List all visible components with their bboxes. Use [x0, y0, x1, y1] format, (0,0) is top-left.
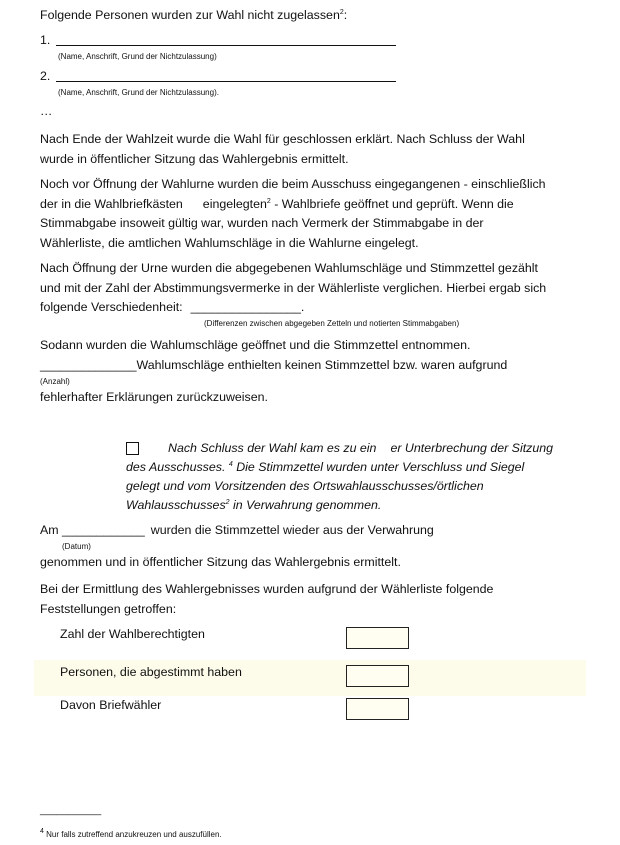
header-colon: : — [343, 8, 348, 22]
interruption-line-2 — [126, 460, 524, 474]
ellipsis: … — [40, 104, 53, 118]
text-fragment: Am — [40, 523, 59, 537]
text-fragment: eingelegten — [202, 196, 267, 211]
text-fragment: folgende Verschiedenheit: — [40, 300, 183, 314]
voted-persons-input[interactable] — [346, 665, 409, 687]
paragraph-line: Nach Ende der Wahlzeit wurde die Wahl für geschlossen erklärt. Nach Schluss der Wahl — [40, 132, 525, 146]
paragraph-envelopes — [40, 336, 600, 375]
difference-blank[interactable]: ________________. — [190, 300, 305, 314]
paragraph-line: wurde in öffentlicher Sitzung das Wahlergebnis ermittelt. — [40, 151, 349, 166]
text-fragment: in Verwahrung genommen. — [229, 498, 382, 512]
header-text: Folgende Personen wurden zur Wahl nicht zugelassen — [40, 8, 340, 22]
rejected-entry-1-line[interactable] — [56, 32, 396, 46]
interruption-checkbox[interactable] — [126, 442, 139, 455]
count-hint: (Anzahl) — [40, 377, 70, 386]
interruption-line-3: gelegt und vom Vorsitzenden des Ortswahlausschusses/örtlichen — [126, 479, 484, 493]
paragraph-line: Stimmabgabe insoweit gültig war, wurden nach Vermerk der Stimmabgabe in der — [40, 216, 484, 230]
text-fragment: Wahlumschläge enthielten keinen Stimmzettel bzw. waren aufgrund — [136, 357, 508, 372]
resume-line — [40, 523, 434, 537]
footnote-text-line — [40, 830, 222, 839]
paragraph-line: Noch vor Öffnung der Wahlurne wurden die beim Ausschuss eingegangenen - einschließlich — [40, 177, 546, 191]
paragraph-urn-opening — [40, 259, 600, 318]
text-fragment: Wahlausschusses — [126, 498, 226, 512]
paragraph-line: Nach Öffnung der Urne wurden die abgegebenen Wahlumschläge und Stimmzettel gezählt — [40, 261, 538, 275]
paragraph-line: fehlerhafter Erklärungen zurückzuweisen. — [40, 390, 268, 404]
paragraph-line-composite — [40, 356, 600, 376]
header-line — [40, 8, 347, 22]
field-label-voted-persons: Personen, die abgestimmt haben — [60, 665, 242, 679]
text-fragment: er Unterbrechung der Sitzung — [390, 441, 554, 455]
footnote-mark: 4 — [40, 828, 44, 835]
paragraph-line: Bei der Ermittlung des Wahlergebnisses wurden aufgrund der Wählerliste folgende — [40, 582, 494, 596]
footnote-mark: 2 — [225, 499, 230, 506]
paragraph-line-composite — [40, 298, 600, 318]
text-fragment: Die Stimmzettel wurden unter Verschluss und Siegel — [232, 460, 525, 474]
paragraph-election-closed — [40, 130, 600, 169]
interruption-line-1 — [168, 441, 553, 455]
difference-hint: (Differenzen zwischen abgegeben Zetteln und notierten Stimmabgaben) — [204, 319, 460, 328]
rejected-number-2: 2. — [40, 69, 51, 83]
footnote-rule: ___________ — [40, 805, 102, 816]
field-label-eligible-voters: Zahl der Wahlberechtigten — [60, 627, 205, 641]
text-fragment: - Wahlbriefe geöffnet und geprüft. Wenn die — [270, 196, 514, 211]
text-fragment: des Ausschusses. — [126, 460, 229, 474]
field-label-postal-voters: Davon Briefwähler — [60, 698, 162, 712]
footnote-mark: 2 — [266, 197, 271, 205]
eligible-voters-input[interactable] — [346, 627, 409, 649]
footnote-text: Nur falls zutreffend anzukreuzen und auszufüllen. — [43, 830, 222, 839]
header-footnote-mark: 2 — [339, 9, 344, 16]
rejected-entry-2-line[interactable] — [56, 68, 396, 82]
text-fragment: wurden die Stimmzettel wieder aus der Verwahrung — [150, 523, 434, 537]
paragraph-postal-ballots — [40, 175, 600, 253]
count-blank[interactable]: ______________ — [40, 357, 137, 372]
rejected-entry-2-hint: (Name, Anschrift, Grund der Nichtzulassung). — [58, 88, 219, 97]
paragraph-line-composite — [40, 195, 600, 215]
paragraph-line: Wählerliste, die amtlichen Wahlumschläge in die Wahlurne eingelegt. — [40, 235, 419, 250]
text-fragment: Nach Schluss der Wahl kam es zu ein — [168, 441, 377, 455]
paragraph-line: Sodann wurden die Wahlumschläge geöffnet und die Stimmzettel entnommen. — [40, 338, 471, 352]
rejected-entry-1-hint: (Name, Anschrift, Grund der Nichtzulassung) — [58, 52, 217, 61]
paragraph-line: und mit der Zahl der Abstimmungsvermerke in der Wählerliste verglichen. Hierbei ergab sich — [40, 280, 547, 295]
date-hint: (Datum) — [62, 542, 91, 551]
rejected-number-1: 1. — [40, 33, 51, 47]
text-fragment: der in die Wahlbriefkästen — [40, 196, 183, 211]
paragraph-line: Feststellungen getroffen: — [40, 601, 177, 616]
interruption-line-4 — [126, 498, 381, 512]
date-blank[interactable]: ____________ — [62, 523, 145, 537]
postal-voters-input[interactable] — [346, 698, 409, 720]
footnote-mark: 4 — [228, 461, 233, 468]
paragraph-line: genommen und in öffentlicher Sitzung das Wahlergebnis ermittelt. — [40, 555, 401, 569]
paragraph-findings — [40, 580, 600, 619]
